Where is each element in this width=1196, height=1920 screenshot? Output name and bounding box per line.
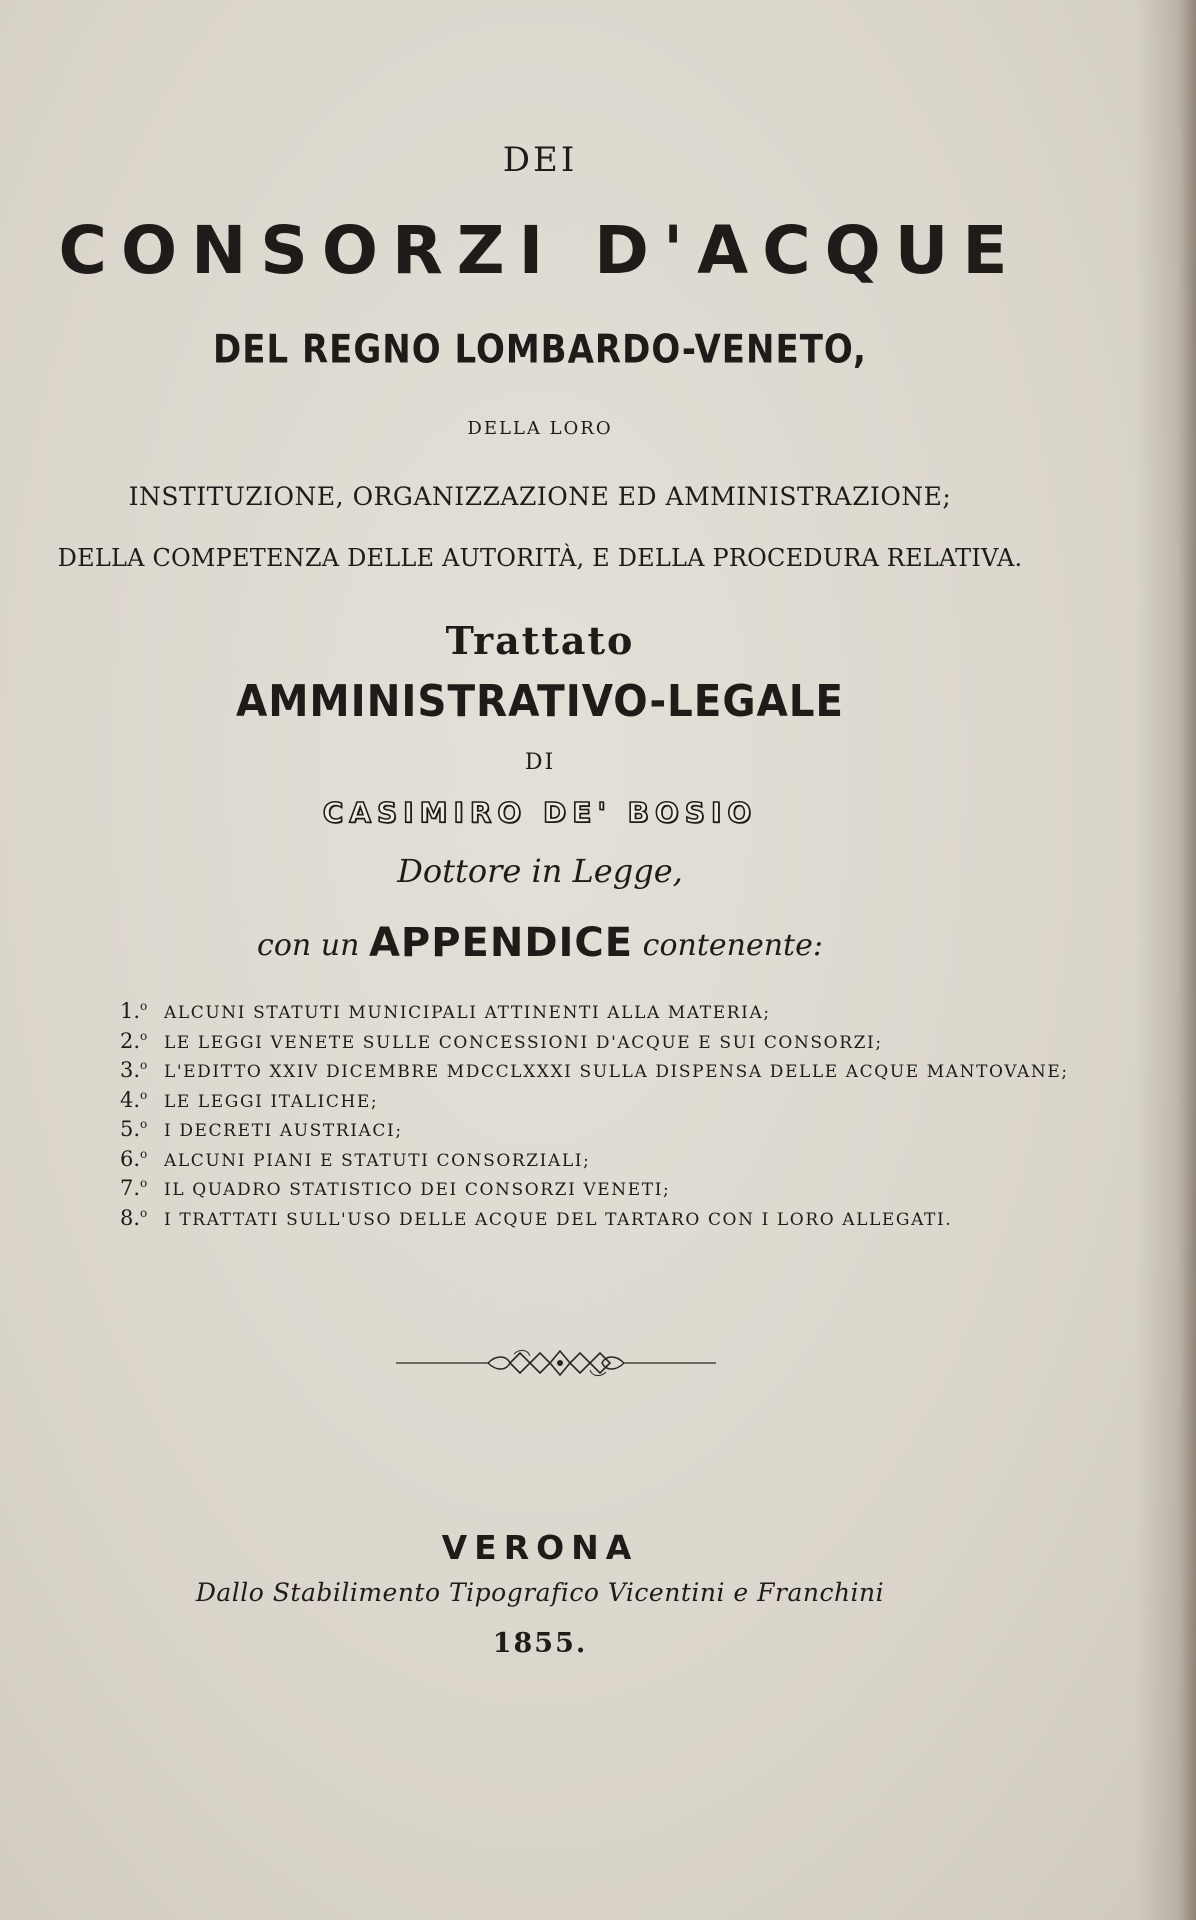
ordinal-mark: o xyxy=(140,999,148,1013)
floral-divider-ornament-icon xyxy=(396,1346,716,1380)
item-number: 7. xyxy=(120,1176,141,1200)
author-name: CASIMIRO DE' BOSIO xyxy=(322,796,758,829)
ordinal-mark: o xyxy=(140,1205,148,1220)
heading-trattato: Trattato xyxy=(445,618,635,663)
list-item xyxy=(120,1140,1020,1170)
appendix-line xyxy=(0,920,1080,966)
item-text: ALCUNI PIANI E STATUTI CONSORZIALI; xyxy=(164,1150,591,1171)
appendix-pre-text: con un xyxy=(257,928,360,963)
subtitle-regno: DEL REGNO LOMBARDO-VENETO, xyxy=(213,327,867,373)
list-item xyxy=(120,1199,1020,1229)
imprint-printer: Dallo Stabilimento Tipografico Vicentini e Franchini xyxy=(195,1578,885,1607)
list-item xyxy=(120,1051,1069,1082)
item-number: 6. xyxy=(120,1146,141,1171)
item-text: LE LEGGI VENETE SULLE CONCESSIONI D'ACQUE E SUI CONSORZI; xyxy=(164,1032,883,1053)
ordinal-mark: o xyxy=(140,1058,148,1072)
item-text: I DECRETI AUSTRIACI; xyxy=(164,1121,403,1141)
appendix-post-text: contenente: xyxy=(642,928,823,963)
main-title: CONSORZI D'ACQUE xyxy=(58,212,1022,289)
item-number: 5. xyxy=(120,1117,141,1141)
title-line-dei: DEI xyxy=(502,140,578,180)
ordinal-mark: o xyxy=(140,1146,148,1161)
item-text: I TRATTATI SULL'USO DELLE ACQUE DEL TARTARO CON I LORO ALLEGATI. xyxy=(164,1209,953,1230)
imprint-year: 1855. xyxy=(492,1628,588,1659)
item-text: LE LEGGI ITALICHE; xyxy=(164,1091,379,1112)
subtitle-istituzione: INSTITUZIONE, ORGANIZZAZIONE ED AMMINISTRAZIONE; xyxy=(128,482,952,511)
appendix-word: APPENDICE xyxy=(368,920,634,966)
item-number: 1. xyxy=(120,999,141,1023)
ordinal-mark: o xyxy=(140,1028,148,1043)
item-number: 3. xyxy=(120,1058,141,1082)
imprint-city: VERONA xyxy=(441,1528,639,1567)
list-item xyxy=(120,992,1020,1022)
item-text: L'EDITTO XXIV DICEMBRE MDCCLXXXI SULLA DISPENSA DELLE ACQUE MANTOVANE; xyxy=(164,1062,1069,1082)
heading-amministrativo-legale: AMMINISTRATIVO-LEGALE xyxy=(235,676,845,727)
subtitle-competenza: DELLA COMPETENZA DELLE AUTORITÀ, E DELLA PROCEDURA RELATIVA. xyxy=(57,544,1023,572)
list-item xyxy=(120,1022,1020,1052)
item-text: ALCUNI STATUTI MUNICIPALI ATTINENTI ALLA MATERIA; xyxy=(164,1003,771,1023)
ordinal-mark: o xyxy=(140,1176,148,1190)
appendix-contents-list xyxy=(120,992,1069,1230)
ordinal-mark: o xyxy=(140,1087,148,1102)
subtitle-della-loro: DELLA LORO xyxy=(467,418,613,439)
list-item xyxy=(120,1081,1020,1111)
author-degree: Dottore in Legge, xyxy=(397,852,683,890)
list-item xyxy=(120,1110,1020,1140)
item-text: IL QUADRO STATISTICO DEI CONSORZI VENETI; xyxy=(164,1180,671,1200)
item-number: 4. xyxy=(120,1087,141,1112)
item-number: 8. xyxy=(120,1205,141,1230)
list-item xyxy=(120,1169,1020,1199)
item-number: 2. xyxy=(120,1028,141,1053)
ordinal-mark: o xyxy=(140,1117,148,1131)
page-edge-shadow xyxy=(1136,0,1196,1920)
byline-di: DI xyxy=(524,750,556,775)
